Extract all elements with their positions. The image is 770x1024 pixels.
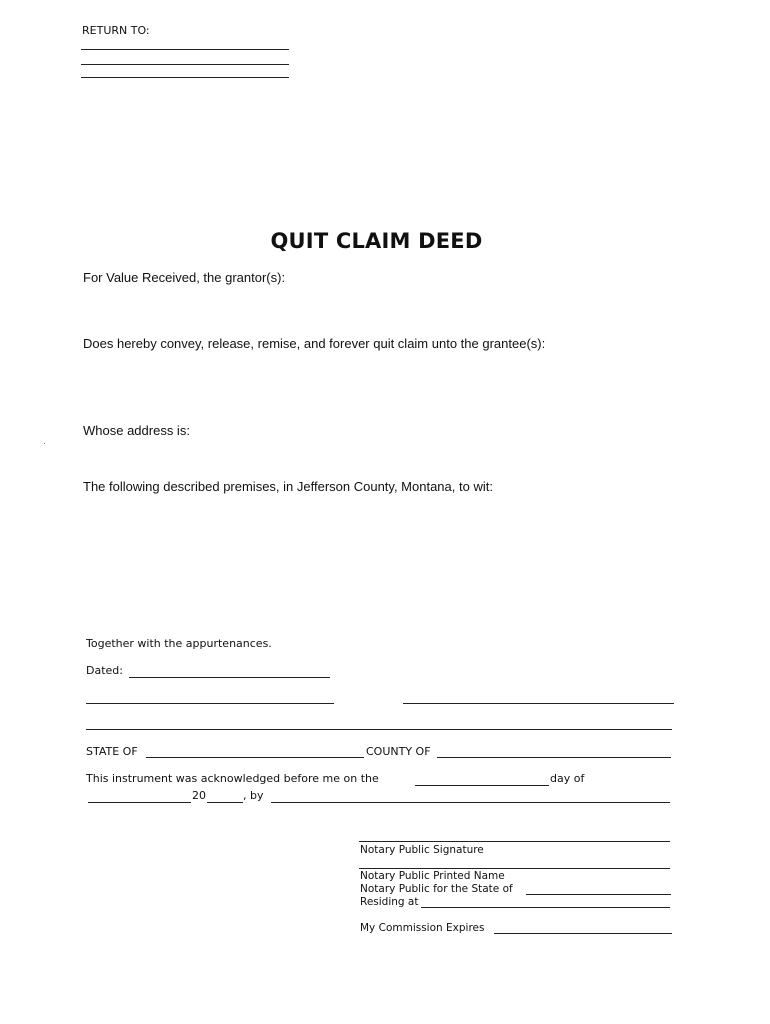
address-paragraph: Whose address is:: [83, 423, 190, 438]
full-width-line: [86, 729, 672, 730]
notary-signature-line: [359, 841, 670, 842]
return-to-line-2: [81, 64, 289, 65]
county-of-line: [437, 757, 671, 758]
document-title: QUIT CLAIM DEED: [270, 229, 483, 253]
return-to-label: RETURN TO:: [82, 24, 150, 37]
acknowledgment-text: This instrument was acknowledged before me on the: [86, 772, 379, 785]
notary-commission-label: My Commission Expires: [360, 922, 485, 934]
notary-printed-name-label: Notary Public Printed Name: [360, 870, 505, 882]
notary-residing-label: Residing at: [360, 896, 419, 908]
stray-dot: [44, 443, 45, 444]
grantor-signature-line-2: [403, 703, 674, 704]
by-label: , by: [243, 789, 264, 802]
convey-paragraph: Does hereby convey, release, remise, and forever quit claim unto the grantee(s):: [83, 336, 546, 351]
state-of-line: [146, 757, 364, 758]
notary-printed-name-line: [359, 868, 670, 869]
appurtenances-text: Together with the appurtenances.: [86, 637, 272, 650]
return-to-line-3: [81, 77, 289, 78]
ack-month-line: [88, 802, 191, 803]
return-to-line-1: [81, 49, 289, 50]
notary-commission-line: [494, 933, 672, 934]
notary-signature-label: Notary Public Signature: [360, 844, 484, 856]
premises-paragraph: The following described premises, in Jefferson County, Montana, to wit:: [83, 479, 493, 494]
year-prefix: 20: [192, 789, 206, 802]
notary-residing-line: [421, 907, 670, 908]
dated-label: Dated:: [86, 664, 123, 677]
county-of-label: COUNTY OF: [366, 745, 431, 758]
notary-state-label: Notary Public for the State of: [360, 883, 513, 895]
state-of-label: STATE OF: [86, 745, 138, 758]
grantor-paragraph: For Value Received, the grantor(s):: [83, 270, 286, 285]
day-of-label: day of: [550, 772, 585, 785]
notary-state-line: [526, 894, 671, 895]
ack-year-line: [207, 802, 243, 803]
dated-line: [129, 677, 330, 678]
ack-date-line: [415, 785, 549, 786]
ack-by-line: [271, 802, 670, 803]
grantor-signature-line: [86, 703, 334, 704]
